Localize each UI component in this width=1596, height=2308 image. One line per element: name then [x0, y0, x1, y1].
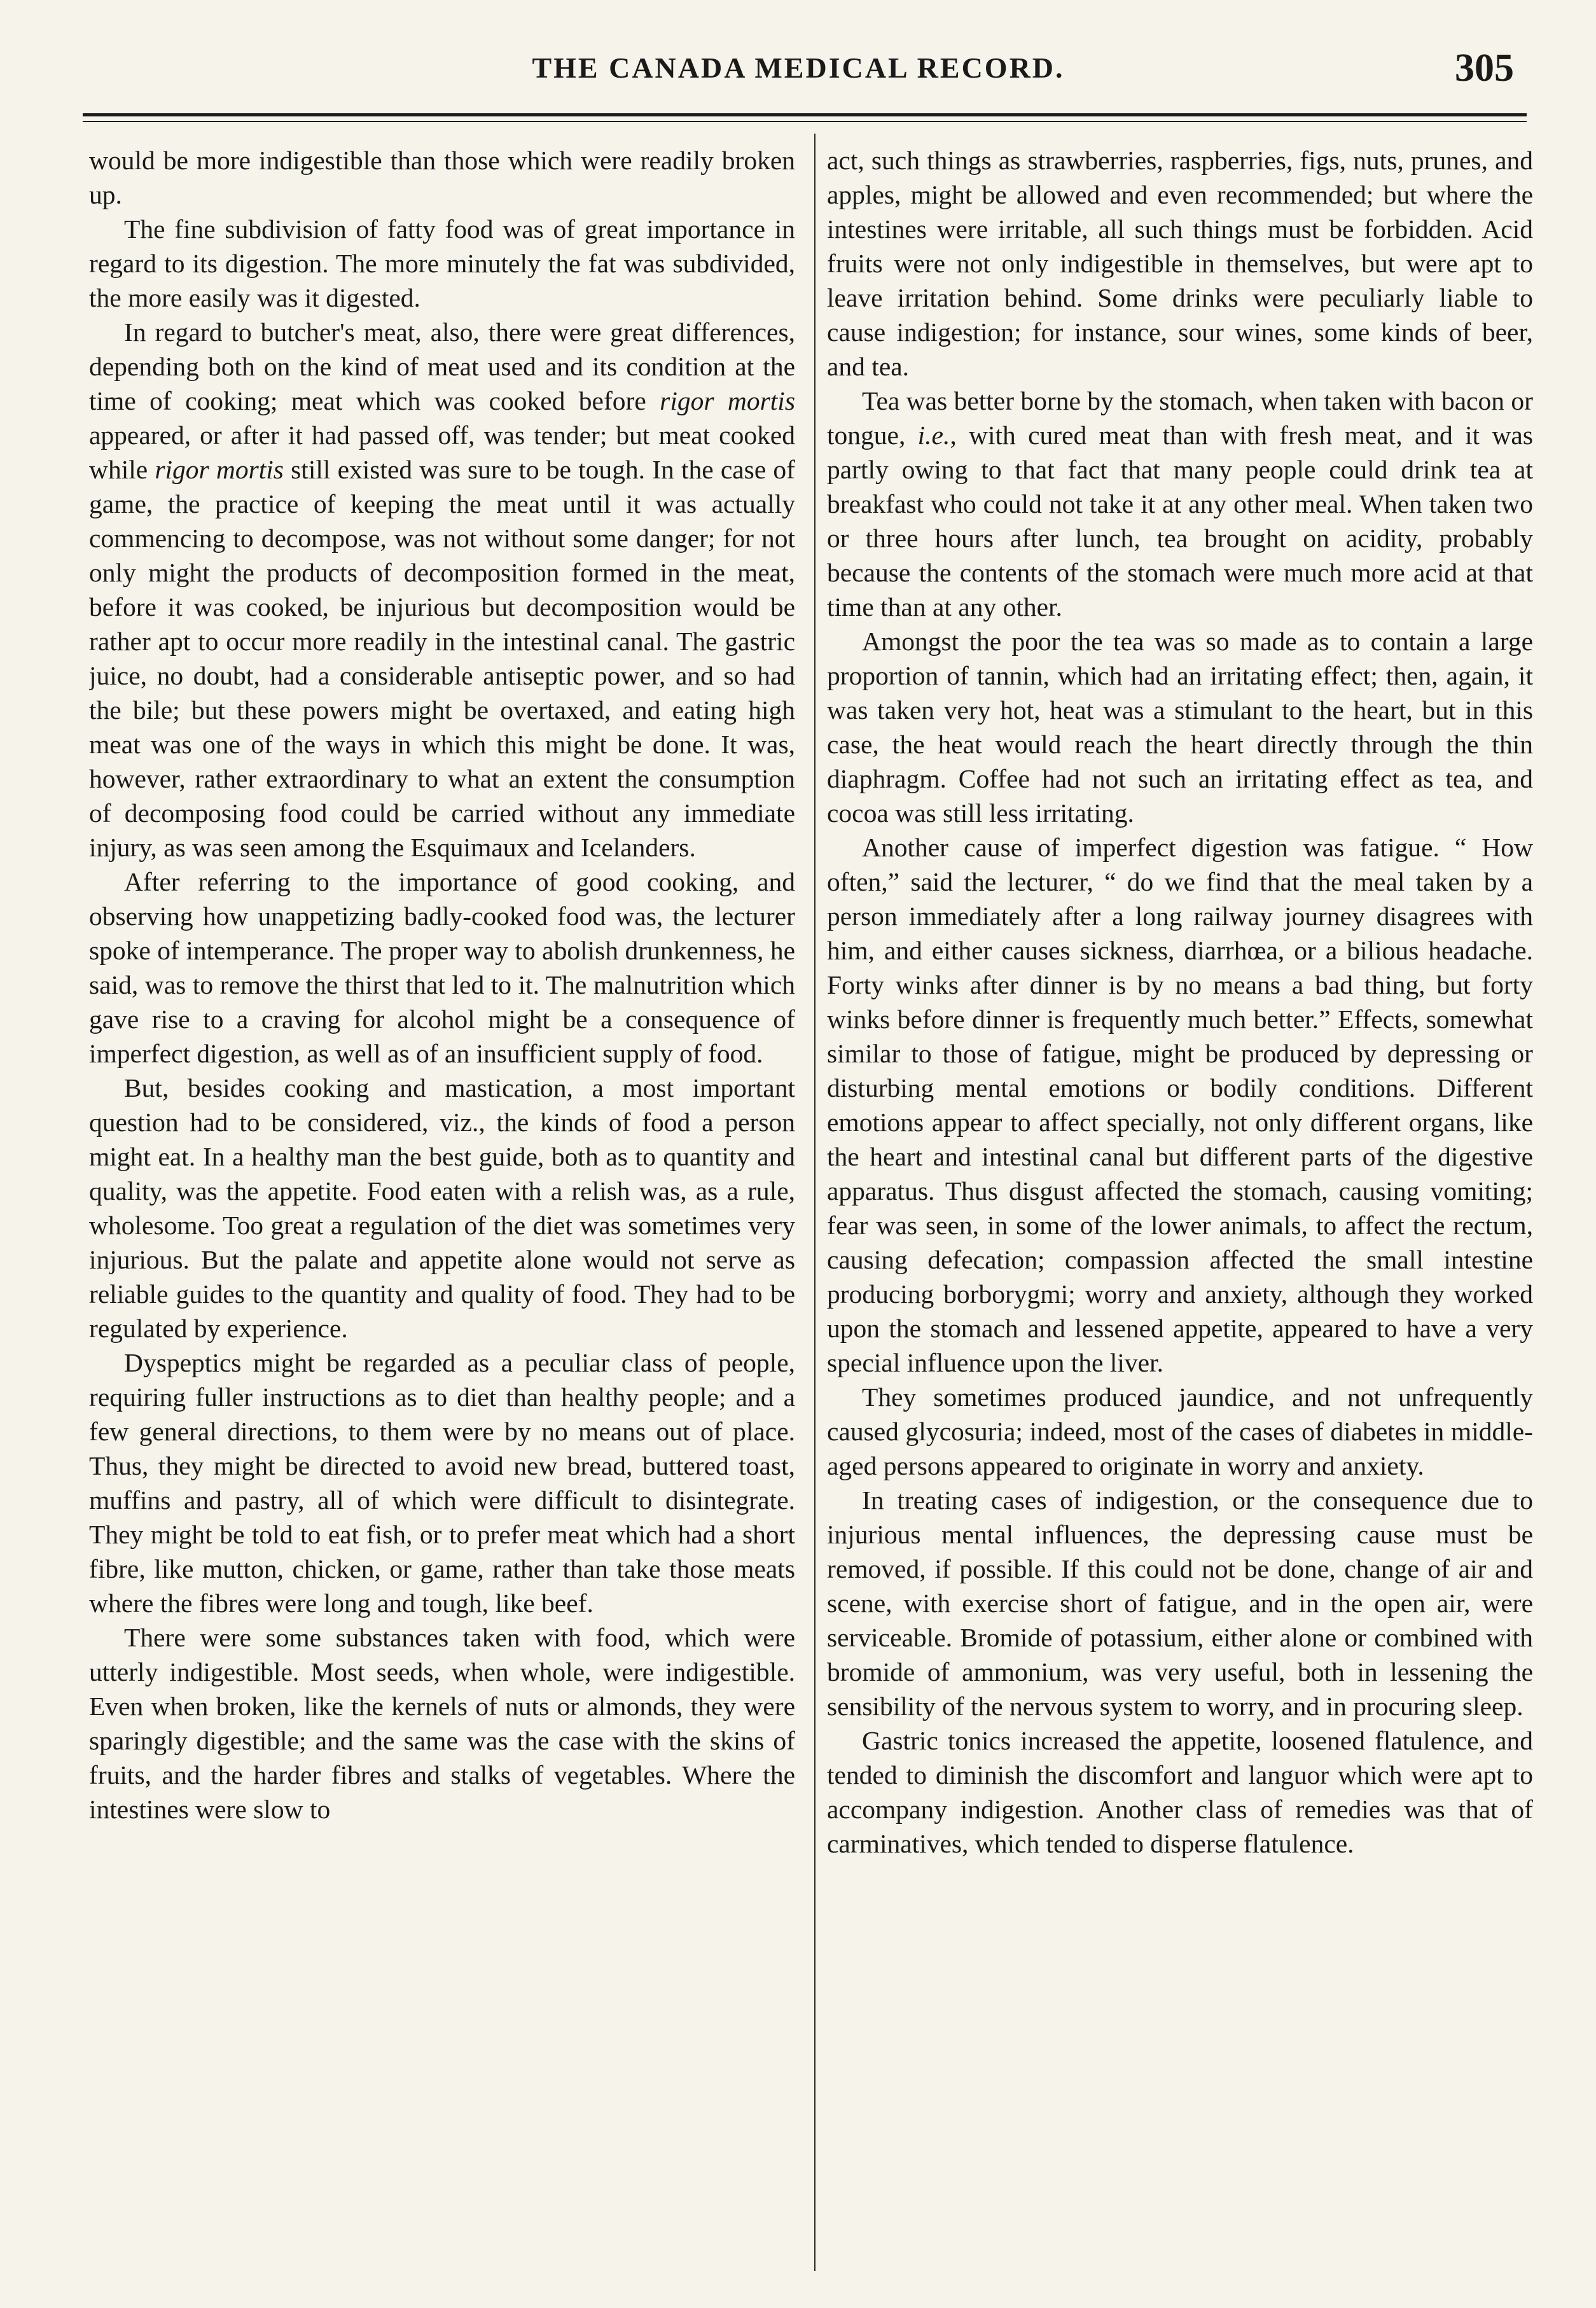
paragraph: Gastric tonics increased the appetite, loosened flatulence, and tended to diminish the discomfort and languor which were apt to accompany indigestion. Another class of remedies was that of carminatives, which tended to disperse flatulence.: [827, 1726, 1533, 1858]
text-run: appeared, or after it had passed off, was tender; but meat cooked while: [89, 421, 795, 484]
paragraph: [827, 384, 1533, 624]
paragraph: Amongst the poor the tea was so made as to contain a large proportion of tannin, which had an irritating effect; then, again, it was taken very hot, heat was a stimulant to the heart, but in this case, the heat would reach the heart directly through the thin diaphragm. Coffee had not such an irritating effect as tea, and cocoa was still less irritating.: [827, 627, 1533, 828]
running-title: THE CANADA MEDICAL RECORD.: [532, 52, 1065, 84]
left-column: [89, 143, 795, 2281]
italic-term: i.e.: [917, 421, 950, 450]
right-column: [827, 143, 1533, 2281]
paragraph: In treating cases of indigestion, or the consequence due to injurious mental influences, the depressing cause must be removed, if possible. If this could not be done, change of air and scene, with exercise short of fatigue, and in the open air, were serviceable. Bromide of potassium, either alone or combined with bromide of ammonium, was very useful, both in lessening the sensibility of the nervous system to worry, and in procuring sleep.: [827, 1485, 1533, 1721]
page-number: 305: [1455, 46, 1514, 90]
header-rule-thin: [83, 121, 1527, 122]
header-rule-thick: [83, 113, 1527, 116]
paragraph: The fine subdivision of fatty food was of great importance in regard to its digestion. The more minutely the fat was subdivided, the more easily was it digested.: [89, 214, 795, 312]
text-run: In regard to butcher's meat, also, there were great differences, depending both on the kind of meat used and its condition at the time of cooking; meat which was cooked before: [89, 317, 795, 415]
paragraph: would be more indigestible than those which were readily broken up.: [89, 146, 795, 209]
paragraph: Another cause of imperfect digestion was fatigue. “ How often,” said the lecturer, “ do we find that the meal taken by a person immediately after a long railway journey disagrees with him, and either causes sickness, diarrhœa, or a bilious headache. Forty winks after dinner is by no means a bad thing, but forty winks before dinner is frequently much better.” Effects, somewhat similar to those of fatigue, might be produced by depressing or disturbing mental emotions or bodily conditions. Different emotions appear to affect specially, not only different organs, like the heart and intestinal canal but different parts of the digestive apparatus. Thus disgust affected the stomach, causing vomiting; fear was seen, in some of the lower animals, to affect the rectum, causing defecation; compassion affected the small intestine producing borborygmi; worry and anxiety, although they worked upon the stomach and lessened appetite, appeared to have a very special influence upon the liver.: [827, 833, 1533, 1377]
paragraph: Dyspeptics might be regarded as a peculiar class of people, requiring fuller instructions as to diet than healthy people; and a few general directions, to them were by no means out of place. Thus, they might be directed to avoid new bread, buttered toast, muffins and pastry, all of which were difficult to disintegrate. They might be told to eat fish, or to prefer meat which had a short fibre, like mutton, chicken, or game, rather than take those meats where the fibres were long and tough, like beef.: [89, 1348, 795, 1618]
text-run: Tea was better borne by the stomach, when taken with bacon or tongue,: [827, 386, 1533, 450]
paragraph: [89, 315, 795, 865]
paragraph: act, such things as strawberries, raspberries, figs, nuts, prunes, and apples, might be allowed and even recommended; but where the intestines were irritable, all such things must be forbidden. Acid fruits were not only indigestible in themselves, but were apt to leave irritation behind. Some drinks were peculiarly liable to cause indigestion; for instance, sour wines, some kinds of beer, and tea.: [827, 146, 1533, 381]
paragraph: They sometimes produced jaundice, and not unfrequently caused glycosuria; indeed, most of the cases of diabetes in middle-aged persons appeared to originate in worry and anxiety.: [827, 1382, 1533, 1480]
page-header: [83, 46, 1514, 103]
italic-term: rigor mortis: [155, 455, 284, 484]
paragraph: There were some substances taken with food, which were utterly indigestible. Most seeds, when whole, were indigestible. Even when broken, like the kernels of nuts or almonds, they were sparingly digestible; and the same was the case with the skins of fruits, and the harder fibres and stalks of vegetables. Where the intestines were slow to: [89, 1623, 795, 1824]
paragraph: After referring to the importance of good cooking, and observing how unappetizing badly-cooked food was, the lecturer spoke of intemperance. The proper way to abolish drunkenness, he said, was to remove the thirst that led to it. The malnutrition which gave rise to a craving for alcohol might be a consequence of imperfect digestion, as well as of an insufficient supply of food.: [89, 867, 795, 1068]
italic-term: rigor mortis: [660, 386, 795, 415]
paragraph: But, besides cooking and mastication, a most important question had to be considered, viz., the kinds of food a person might eat. In a healthy man the best guide, both as to quantity and quality, was the appetite. Food eaten with a relish was, as a rule, wholesome. Too great a regulation of the diet was sometimes very injurious. But the palate and appetite alone would not serve as reliable guides to the quantity and quality of food. They had to be regulated by experience.: [89, 1073, 795, 1343]
text-run: , with cured meat than with fresh meat, and it was partly owing to that fact that many people could drink tea at breakfast who could not take it at any other meal. When taken two or three hours after lunch, tea brought on acidity, probably because the contents of the stomach were much more acid at that time than at any other.: [827, 421, 1533, 622]
column-divider: [814, 134, 815, 2271]
text-run: still existed was sure to be tough. In the case of game, the practice of keeping the meat until it was actually commencing to decompose, was not without some danger; for not only might the products of decomposition formed in the meat, before it was cooked, be injurious but decomposition would be rather apt to occur more readily in the intestinal canal. The gastric juice, no doubt, had a considerable antiseptic power, and so had the bile; but these powers might be overtaxed, and eating high meat was one of the ways in which this might be done. It was, however, rather extraordinary to what an extent the consumption of decomposing food could be carried without any immediate injury, as was seen among the Esquimaux and Icelanders.: [89, 455, 795, 862]
